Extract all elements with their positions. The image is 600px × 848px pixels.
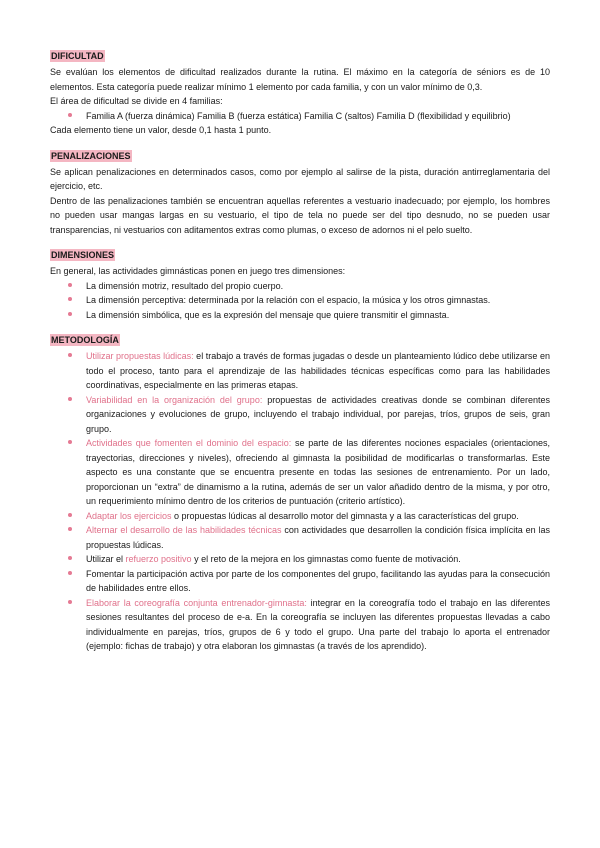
item-highlight: Adaptar los ejercicios [86, 510, 172, 521]
list-item [68, 523, 550, 552]
item-text: integrar en la coreografía todo el trabajo en las diferentes sesiones resultantes del proceso de e-a. En la coreografía se incluyen las diferentes propuestas llevadas a cabo individualmente en parejas, tríos, grupos de 6 y todo el grupo. Una parte del trabajo lo aporta el entrenador (ejemplo: fichas de trabajo) y otra elaboran los gimnastas (a través de los aprendido). [86, 597, 550, 651]
item-text: o propuestas lúdicas al desarrollo motor del gimnasta y a las características del grupo. [171, 510, 519, 521]
section-heading: PENALIZACIONES [51, 150, 131, 161]
bullet-icon [68, 513, 72, 517]
bullet-list [50, 109, 550, 124]
item-text: Fomentar la participación activa por parte de los componentes del grupo, facilitando las ayudas para la consecución de habilidades entre ellos. [86, 568, 550, 593]
item-text: el trabajo a través de formas jugadas o desde un planteamiento lúdico debe utilizarse en todo el proceso, tanto para el aprendizaje de las habilidades técnicas específicas como para las habilidades coordinativas, especialmente en las primeras etapas. [86, 351, 550, 390]
bullet-icon [68, 297, 72, 301]
list-item [68, 393, 550, 437]
bullet-icon [68, 283, 72, 287]
list-item [68, 109, 550, 124]
bullet-icon [68, 527, 72, 531]
paragraph: Se evalúan los elementos de dificultad realizados durante la rutina. El máximo en la categoría de séniors es de 10 elementos. Esta categoría puede realizar mínimo 1 elemento por cada familia, y con un valor mínimo de 0,3. [50, 67, 550, 92]
item-highlight: refuerzo positivo [125, 554, 192, 564]
bullet-icon [68, 113, 72, 117]
item-text: y el reto de la mejora en los gimnastas como fuente de motivación. [191, 554, 461, 564]
bullet-icon [68, 353, 72, 357]
section-dificultad [50, 50, 550, 138]
list-item-text: La dimensión perceptiva: determinada por la relación con el espacio, la música y los otros gimnastas. [86, 295, 491, 305]
list-item [68, 509, 550, 524]
section-metodologia [50, 334, 550, 654]
bullet-list [50, 349, 550, 654]
paragraph: El área de dificultad se divide en 4 familias: [50, 96, 223, 106]
item-text: propuestas de actividades creativas donde se combinan diferentes organizaciones y evoluciones de grupo, incluyendo el trabajo individual, por parejas, tríos, grupos de seis, gran grupo. [86, 394, 550, 434]
list-item-text: La dimensión motriz, resultado del propio cuerpo. [86, 280, 284, 291]
list-item [68, 567, 550, 596]
list-item [68, 279, 550, 294]
list-item [68, 436, 550, 509]
list-item [68, 596, 550, 654]
list-item [68, 293, 550, 308]
item-text: Utilizar el [86, 554, 126, 564]
list-item [68, 308, 550, 323]
section-penalizaciones [50, 150, 550, 238]
bullet-list [50, 279, 550, 323]
item-text: se parte de las diferentes nociones espaciales (orientaciones, trayectorias, direcciones y niveles), ofreciendo al gimnasta la posibilidad de modificarlas o transformarlas. Este aspecto es una constante que se encuentra presente en todas las sesiones de entrenamiento. Por un lado, proporcionan un “extra” de dinamismo a la rutina, además de ser un valor añadido dentro de la misma, y por otro, un requerimiento mínimo dentro de los criterios de puntuación (criterio artístico). [86, 438, 550, 506]
section-heading: DIFICULTAD [51, 51, 104, 61]
item-highlight: Elaborar la coreografía conjunta entrenador-gimnasta: [86, 597, 307, 608]
paragraph: En general, las actividades gimnásticas ponen en juego tres dimensiones: [50, 266, 346, 276]
paragraph: Dentro de las penalizaciones también se encuentran aquellas referentes a vestuario inadecuado; por ejemplo, los hombres no pueden usar mangas largas en su vestuario, el tipo de tela no puede ser del tipo desnudo, no se pueden usar transparencias, ni vestuarios con aditamentos extras como plumas, o exceso de adornos ni el pelo suelto. [50, 195, 550, 235]
bullet-icon [68, 556, 72, 560]
section-heading: DIMENSIONES [51, 250, 115, 260]
bullet-icon [68, 571, 72, 575]
paragraph: Se aplican penalizaciones en determinados casos, como por ejemplo al salirse de la pista, duración antirreglamentaria del ejercicio, etc. [50, 166, 550, 191]
item-text: con actividades que desarrollen la condición física implícita en las propuestas lúdicas. [86, 525, 550, 550]
list-item-text: La dimensión simbólica, que es la expresión del mensaje que quiere transmitir el gimnasta. [86, 309, 450, 320]
bullet-icon [68, 440, 72, 444]
bullet-icon [68, 600, 72, 604]
document-page [50, 50, 550, 666]
bullet-icon [68, 312, 72, 316]
section-dimensiones [50, 249, 550, 322]
item-highlight: Variabilidad en la organización del grupo: [86, 394, 263, 405]
item-highlight: Alternar el desarrollo de las habilidades técnicas [86, 525, 282, 535]
paragraph: Cada elemento tiene un valor, desde 0,1 hasta 1 punto. [50, 125, 272, 135]
list-item-text: Familia A (fuerza dinámica) Familia B (fuerza estática) Familia C (saltos) Familia D (flexibilidad y equilibrio) [86, 110, 511, 121]
list-item [68, 349, 550, 393]
section-heading: METODOLOGÍA [51, 335, 119, 345]
item-highlight: Actividades que fomenten el dominio del espacio: [86, 438, 292, 448]
item-highlight: Utilizar propuestas lúdicas: [86, 351, 194, 361]
list-item [68, 552, 550, 567]
bullet-icon [68, 397, 72, 401]
